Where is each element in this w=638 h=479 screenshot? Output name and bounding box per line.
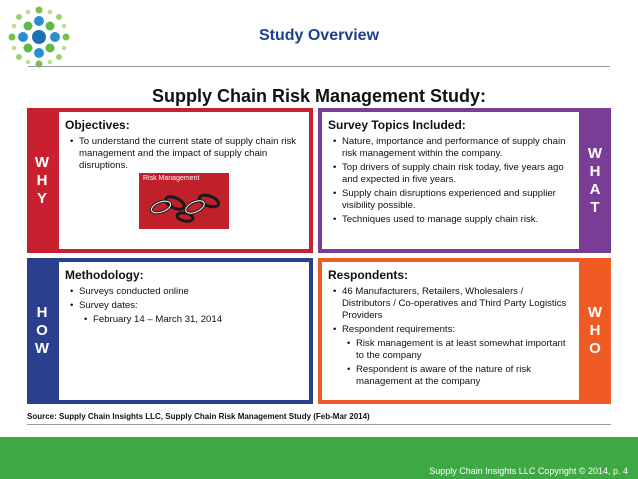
who-side-label: W H O	[587, 304, 603, 357]
what-quadrant	[318, 108, 611, 253]
list-item: • Nature, importance and performance of supply chain risk management within the company.	[342, 136, 571, 160]
list-item: • February 14 – March 31, 2014	[93, 314, 301, 326]
survey-topics-title: Survey Topics Included:	[328, 118, 466, 132]
page-title: Study Overview	[258, 27, 380, 44]
main-heading: Supply Chain Risk Management Study:	[151, 86, 487, 106]
list-item: • Survey dates: • February 14 – March 31, 2014	[79, 300, 301, 326]
list-item: • Risk management is at least somewhat important to the company	[356, 338, 571, 362]
list-item: • 46 Manufacturers, Retailers, Wholesalers / Distributors / Co-operatives and Third Party Logistics Providers	[342, 286, 571, 322]
methodology-title: Methodology:	[65, 268, 144, 282]
sub-list	[342, 338, 571, 388]
respondents-list	[328, 286, 571, 388]
why-quadrant	[27, 108, 313, 253]
copyright-text: Supply Chain Insights LLC Copyright © 2014, p. 4	[429, 466, 628, 476]
objectives-list	[65, 136, 301, 172]
survey-topics-list	[328, 136, 571, 226]
respondents-title: Respondents:	[328, 268, 409, 282]
how-quadrant	[27, 258, 313, 404]
who-quadrant	[318, 258, 611, 404]
list-item: • Techniques used to manage supply chain risk.	[342, 214, 571, 226]
list-item: • Supply chain disruptions experienced and supplier visibility possible.	[342, 188, 571, 212]
list-item: • Respondent requirements: • Risk management is at least somewhat important to the company • Respondent is aware of the nature of risk management at the company	[342, 324, 571, 388]
methodology-list	[65, 286, 301, 326]
risk-image-label: Risk Management	[143, 175, 200, 182]
list-item: • Top drivers of supply chain risk today, five years ago and expected in five years.	[342, 162, 571, 186]
methodology-panel	[59, 262, 309, 400]
how-side-label: H O W	[34, 304, 50, 357]
list-item: • Surveys conducted online	[79, 286, 301, 298]
list-item: • Respondent is aware of the nature of risk management at the company	[356, 364, 571, 388]
respondents-panel	[322, 262, 579, 400]
why-side-label: W H Y	[34, 153, 50, 207]
what-side-label: W H A T	[587, 144, 603, 216]
source-divider	[27, 424, 611, 425]
objectives-panel	[59, 112, 309, 249]
risk-management-image	[139, 173, 229, 229]
source-citation: Source: Supply Chain Insights LLC, Supply Chain Risk Management Study (Feb-Mar 2014)	[27, 412, 370, 421]
objectives-title: Objectives:	[65, 118, 130, 132]
header-divider	[28, 66, 610, 67]
sub-list	[79, 314, 301, 326]
list-item: • To understand the current state of supply chain risk management and the impact of supply chain disruptions.	[79, 136, 301, 172]
survey-topics-panel	[322, 112, 579, 249]
